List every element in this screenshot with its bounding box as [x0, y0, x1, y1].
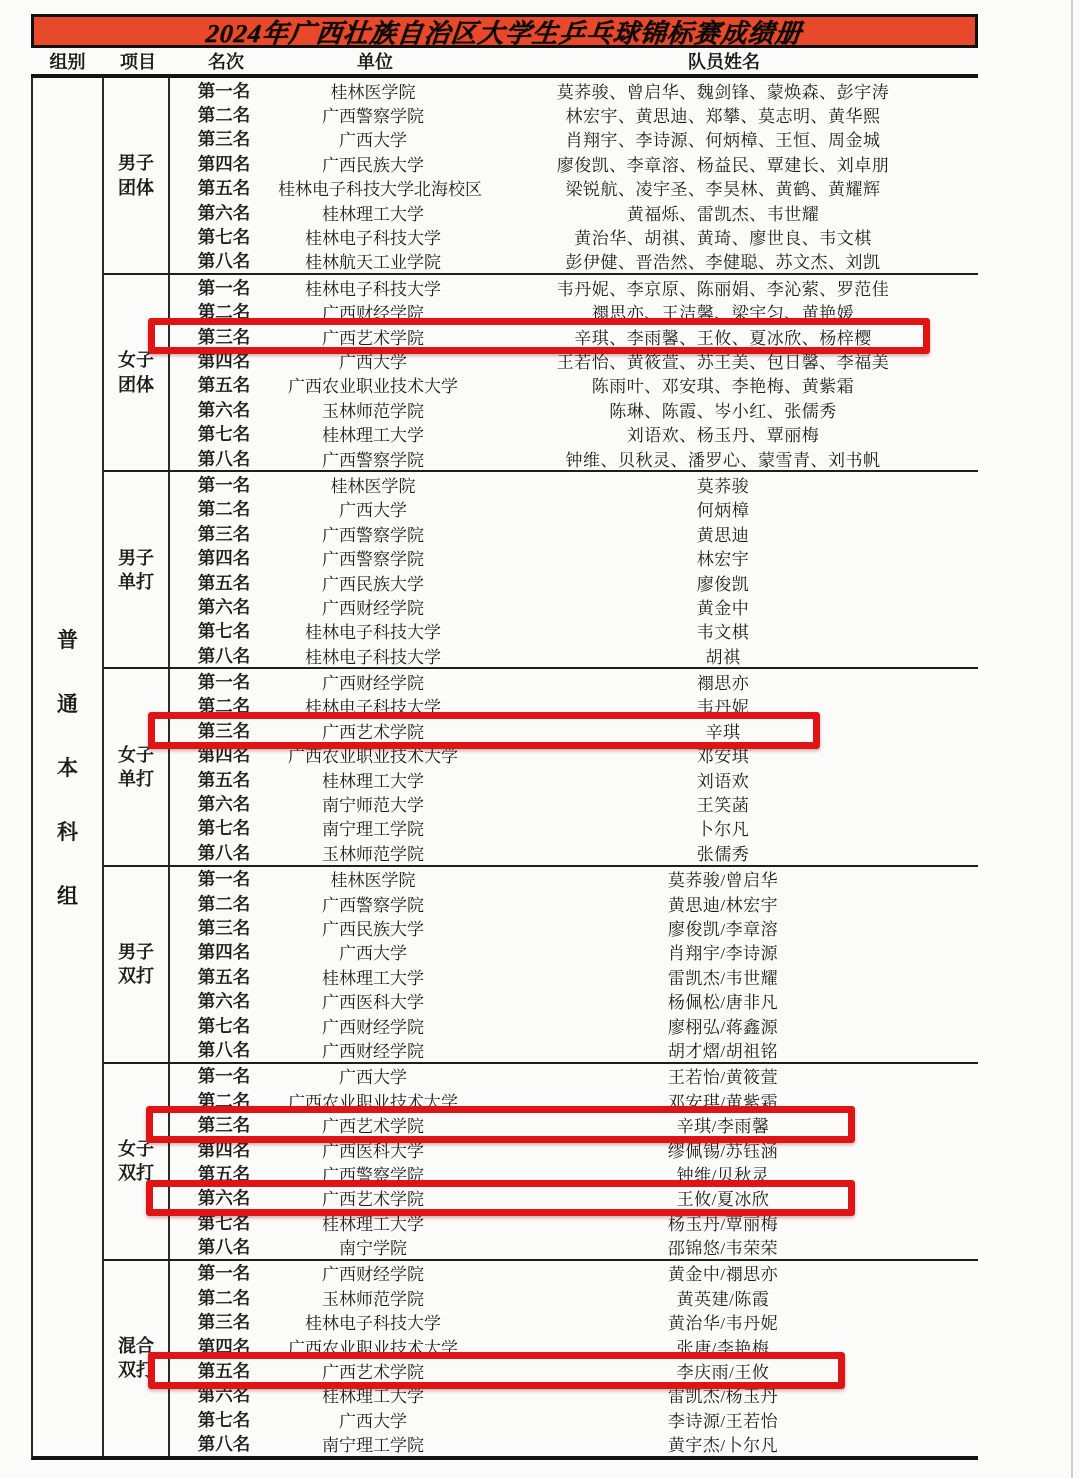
group-label-char: 组 [57, 883, 78, 908]
unit-cell: 广西警察学院 [322, 1165, 424, 1185]
unit-cell: 桂林电子科技大学 [305, 647, 441, 667]
result-row [170, 151, 978, 175]
rank-cell: 第二名 [197, 696, 251, 717]
players-cell: 雷凯杰/韦世耀 [667, 968, 779, 988]
group-label-char: 通 [57, 691, 78, 716]
result-row [170, 497, 978, 521]
event-label-line: 单打 [118, 571, 154, 592]
unit-cell: 广西大学 [339, 1411, 407, 1431]
unit-cell: 南宁学院 [339, 1239, 407, 1259]
rank-rows [170, 867, 978, 1062]
result-row [170, 791, 978, 815]
rank-cell: 第八名 [197, 1039, 251, 1060]
event-label [104, 867, 170, 1062]
result-row [170, 1112, 978, 1136]
unit-cell: 桂林电子科技大学 [305, 229, 441, 249]
rank-cell: 第四名 [197, 153, 251, 174]
players-cell: 缪佩锡/苏钰涵 [667, 1141, 779, 1161]
players-cell: 邵锦悠/韦荣荣 [667, 1239, 779, 1259]
rank-cell: 第一名 [197, 80, 251, 101]
result-row [170, 964, 978, 988]
header-event: 项目 [120, 52, 156, 72]
result-row [170, 743, 978, 767]
unit-cell: 广西财经学院 [322, 674, 424, 694]
result-row [170, 718, 978, 742]
unit-cell: 广西艺术学院 [322, 1117, 424, 1137]
rank-cell: 第四名 [197, 1139, 251, 1160]
rank-cell: 第四名 [197, 548, 251, 569]
rank-cell: 第六名 [197, 399, 251, 420]
rank-rows [170, 669, 978, 864]
rank-cell: 第二名 [197, 499, 251, 520]
players-cell: 林宏宇 [696, 550, 750, 570]
event-label-line: 女子 [118, 744, 154, 765]
rank-cell: 第五名 [197, 1163, 251, 1184]
unit-cell: 广西财经学院 [322, 1265, 424, 1285]
rank-cell: 第三名 [197, 523, 251, 544]
result-row [170, 275, 978, 299]
result-row [170, 224, 978, 248]
players-cell: 韦丹妮 [696, 698, 750, 718]
event-section [104, 667, 978, 864]
event-label-line: 团体 [118, 374, 154, 395]
event-section [104, 1259, 978, 1456]
rank-cell: 第六名 [197, 794, 251, 815]
players-cell: 廖栩弘/蒋鑫源 [667, 1017, 779, 1037]
unit-cell: 桂林理工大学 [322, 204, 424, 224]
unit-cell: 桂林航天工业学院 [305, 253, 441, 273]
players-cell: 辛琪/李雨馨 [676, 1117, 770, 1137]
unit-cell: 桂林医学院 [330, 476, 416, 496]
rank-cell: 第八名 [197, 448, 251, 469]
players-cell: 钟维/贝秋灵 [676, 1165, 770, 1185]
result-row [170, 1334, 978, 1358]
event-label-line: 双打 [118, 1163, 154, 1184]
players-cell: 雷凯杰/杨玉丹 [667, 1387, 779, 1407]
players-cell: 莫荞骏、曾启华、魏剑锋、蒙焕森、彭宇涛 [556, 82, 890, 102]
event-label-line: 男子 [118, 547, 154, 568]
unit-cell: 桂林理工大学 [322, 1214, 424, 1234]
players-cell: 卜尔凡 [696, 820, 750, 840]
rank-cell: 第七名 [197, 424, 251, 445]
rank-cell: 第六名 [197, 1188, 251, 1209]
players-cell: 辛琪 [705, 722, 741, 742]
result-row [170, 643, 978, 667]
result-row [170, 1161, 978, 1185]
rank-rows [170, 1261, 978, 1456]
unit-cell: 广西财经学院 [322, 1041, 424, 1061]
event-label [104, 1064, 170, 1259]
result-row [170, 1037, 978, 1061]
unit-cell: 广西民族大学 [322, 155, 424, 175]
unit-cell: 桂林电子科技大学北海校区 [278, 180, 482, 200]
rank-cell: 第三名 [197, 1115, 251, 1136]
unit-cell: 广西警察学院 [322, 550, 424, 570]
rank-cell: 第五名 [197, 1361, 251, 1382]
rank-cell: 第七名 [197, 1015, 251, 1036]
unit-cell: 广西艺术学院 [322, 328, 424, 348]
rank-cell: 第八名 [197, 842, 251, 863]
rank-cell: 第四名 [197, 1336, 251, 1357]
unit-cell: 桂林理工大学 [322, 968, 424, 988]
group-label-char: 普 [57, 627, 78, 652]
players-cell: 韦丹妮、李京原、陈丽娟、李沁萦、罗范佳 [556, 279, 890, 299]
result-row [170, 102, 978, 126]
result-row [170, 1358, 978, 1382]
group-label-char: 科 [57, 819, 78, 844]
event-label-line: 双打 [118, 966, 154, 987]
result-row [170, 915, 978, 939]
result-row [170, 373, 978, 397]
rank-cell: 第七名 [197, 621, 251, 642]
event-label [104, 275, 170, 470]
result-row [170, 594, 978, 618]
rank-cell: 第四名 [197, 351, 251, 371]
players-cell: 肖翔宇、李诗源、何炳樟、王恒、周金城 [565, 131, 881, 151]
players-cell: 胡才熠/胡祖铭 [667, 1041, 779, 1061]
result-row [170, 324, 978, 348]
players-cell: 黄金中/禤思亦 [667, 1265, 779, 1285]
page-title: 2024年广西壮族自治区大学生乒乓球锦标赛成绩册 [204, 18, 804, 48]
rank-cell: 第七名 [197, 227, 251, 248]
rank-cell: 第七名 [197, 1212, 251, 1233]
rank-cell: 第六名 [197, 1385, 251, 1406]
event-label [104, 472, 170, 667]
unit-cell: 广西警察学院 [322, 107, 424, 127]
rank-cell: 第五名 [197, 375, 251, 396]
players-cell: 钟维、贝秋灵、潘罗心、蒙雪青、刘书帆 [565, 450, 881, 470]
result-row [170, 694, 978, 718]
rank-cell: 第七名 [197, 818, 251, 839]
players-cell: 张唐/李艳梅 [676, 1338, 770, 1358]
unit-cell: 南宁师范大学 [322, 796, 424, 816]
result-row [170, 200, 978, 224]
result-row [170, 940, 978, 964]
group-label [33, 78, 104, 1456]
result-row [170, 521, 978, 545]
result-row [170, 570, 978, 594]
header-rank: 名次 [208, 52, 244, 72]
players-cell: 莫荞骏 [696, 476, 750, 496]
unit-cell: 玉林师范学院 [322, 844, 424, 864]
players-cell: 王若怡/黄筱萱 [667, 1068, 779, 1088]
players-cell: 廖俊凯 [696, 574, 750, 594]
players-cell: 王若怡、黄筱萱、苏王美、包日馨、李福美 [556, 353, 890, 372]
result-row [170, 78, 978, 102]
event-label-line: 女子 [118, 350, 154, 371]
players-cell: 肖翔宇/李诗源 [667, 944, 779, 964]
result-row [170, 840, 978, 864]
players-cell: 禤思亦 [696, 674, 750, 694]
rank-cell: 第六名 [197, 991, 251, 1012]
unit-cell: 广西农业职业技术大学 [288, 747, 458, 767]
players-cell: 黄治华/韦丹妮 [667, 1314, 779, 1334]
unit-cell: 广西民族大学 [322, 574, 424, 594]
unit-cell: 南宁理工学院 [322, 1436, 424, 1456]
unit-cell: 桂林电子科技大学 [305, 279, 441, 299]
unit-cell: 桂林医学院 [330, 82, 416, 102]
unit-cell: 广西大学 [339, 501, 407, 521]
event-label-line: 单打 [118, 768, 154, 789]
event-label-line: 男子 [118, 941, 154, 962]
players-cell: 王攸/夏冰欣 [676, 1190, 770, 1210]
unit-cell: 桂林电子科技大学 [305, 1314, 441, 1334]
players-cell: 邓安琪/黄紫霜 [667, 1092, 779, 1112]
result-row [170, 1186, 978, 1210]
result-row [170, 1261, 978, 1285]
event-label [104, 1261, 170, 1456]
players-cell: 黄思迪/林宏宇 [667, 895, 779, 915]
players-cell: 李诗源/王若怡 [667, 1411, 779, 1431]
players-cell: 王笑菡 [696, 796, 750, 816]
event-label-line: 混合 [118, 1336, 154, 1357]
result-row [170, 1431, 978, 1455]
page-edge-line [1071, 0, 1073, 1478]
players-cell: 邓安琪 [696, 747, 750, 767]
players-cell: 黄金中 [696, 598, 750, 618]
result-row [170, 397, 978, 421]
result-row [170, 619, 978, 643]
unit-cell: 广西艺术学院 [322, 1190, 424, 1210]
result-row [170, 1234, 978, 1258]
players-cell: 彭伊健、晋浩然、李健聪、苏文杰、刘凯 [565, 253, 881, 273]
rank-cell: 第五名 [197, 178, 251, 199]
results-sheet [31, 14, 978, 1460]
unit-cell: 广西医科大学 [322, 1141, 424, 1161]
table-header [31, 48, 978, 78]
rank-cell: 第八名 [197, 1237, 251, 1258]
unit-cell: 桂林医学院 [330, 871, 416, 891]
players-cell: 林宏宇、黄思迪、郑攀、莫志明、黄华熙 [565, 107, 881, 127]
result-row [170, 1383, 978, 1407]
players-cell: 张儒秀 [696, 844, 750, 864]
players-cell: 陈琳、陈霞、岑小红、张儒秀 [609, 401, 837, 421]
unit-cell: 广西大学 [339, 944, 407, 964]
event-section [104, 865, 978, 1062]
result-row [170, 348, 978, 372]
rank-cell: 第一名 [197, 672, 251, 693]
result-row [170, 767, 978, 791]
rank-cell: 第五名 [197, 966, 251, 987]
rank-cell: 第一名 [197, 474, 251, 495]
result-row [170, 669, 978, 693]
result-row [170, 1013, 978, 1037]
unit-cell: 玉林师范学院 [322, 401, 424, 421]
players-cell: 莫荞骏/曾启华 [667, 871, 779, 891]
rank-cell: 第七名 [197, 1409, 251, 1430]
rank-cell: 第二名 [197, 1287, 251, 1308]
rank-cell: 第八名 [197, 645, 251, 666]
event-section [104, 78, 978, 273]
unit-cell: 广西大学 [339, 131, 407, 151]
rank-cell: 第一名 [197, 1263, 251, 1284]
unit-cell: 广西民族大学 [322, 919, 424, 939]
rank-cell: 第三名 [197, 1312, 251, 1333]
players-cell: 黄治华、胡祺、黄琦、廖世良、韦文棋 [574, 229, 872, 249]
players-cell: 黄福烁、雷凯杰、韦世耀 [626, 204, 820, 224]
unit-cell: 广西大学 [339, 353, 407, 372]
unit-cell: 广西农业职业技术大学 [288, 1338, 458, 1358]
players-cell: 杨玉丹/覃丽梅 [667, 1214, 779, 1234]
result-row [170, 1310, 978, 1334]
rank-cell: 第四名 [197, 745, 251, 766]
event-label-line: 女子 [118, 1138, 154, 1159]
rank-cell: 第一名 [197, 869, 251, 890]
rank-cell: 第三名 [197, 917, 251, 938]
event-label-line: 双打 [118, 1360, 154, 1381]
players-cell: 胡祺 [705, 647, 741, 667]
rank-cell: 第五名 [197, 769, 251, 790]
unit-cell: 玉林师范学院 [322, 1289, 424, 1309]
unit-cell: 广西财经学院 [322, 304, 424, 324]
players-cell: 黄英建/陈霞 [676, 1289, 770, 1309]
result-row [170, 127, 978, 151]
unit-cell: 广西大学 [339, 1068, 407, 1088]
header-players: 队员姓名 [688, 52, 760, 72]
result-row [170, 1407, 978, 1431]
unit-cell: 广西警察学院 [322, 525, 424, 545]
result-row [170, 1285, 978, 1309]
players-cell: 李庆雨/王攸 [676, 1363, 770, 1383]
header-unit: 单位 [357, 52, 393, 72]
result-row [170, 891, 978, 915]
result-row [170, 988, 978, 1012]
unit-cell: 广西农业职业技术大学 [288, 1092, 458, 1112]
unit-cell: 广西警察学院 [322, 895, 424, 915]
unit-cell: 广西财经学院 [322, 1017, 424, 1037]
rank-cell: 第三名 [197, 720, 251, 741]
result-row [170, 300, 978, 324]
unit-cell: 桂林电子科技大学 [305, 623, 441, 643]
result-row [170, 816, 978, 840]
unit-cell: 广西农业职业技术大学 [288, 377, 458, 397]
result-row [170, 446, 978, 470]
unit-cell: 广西警察学院 [322, 450, 424, 470]
event-section [104, 1062, 978, 1259]
event-label-line: 男子 [118, 153, 154, 174]
result-row [170, 421, 978, 445]
rank-rows [170, 472, 978, 667]
unit-cell: 南宁理工学院 [322, 820, 424, 840]
players-cell: 禤思亦、王洁馨、梁宇匀、黄艳媛 [591, 304, 855, 324]
rank-cell: 第二名 [197, 893, 251, 914]
players-cell: 廖俊凯、李章溶、杨益民、覃建长、刘卓朋 [556, 155, 890, 175]
players-cell: 刘语欢、杨玉丹、覃丽梅 [626, 426, 820, 446]
rank-rows [170, 275, 978, 470]
event-section [104, 470, 978, 667]
event-section [104, 273, 978, 470]
rank-cell: 第六名 [197, 202, 251, 223]
unit-cell: 广西财经学院 [322, 598, 424, 618]
rank-cell: 第二名 [197, 1090, 251, 1111]
rank-cell: 第三名 [197, 129, 251, 150]
rank-cell: 第二名 [197, 302, 251, 323]
event-label-line: 团体 [118, 177, 154, 198]
players-cell: 韦文棋 [696, 623, 750, 643]
unit-cell: 广西艺术学院 [322, 1363, 424, 1383]
players-cell: 辛琪、李雨馨、王攸、夏冰欣、杨梓樱 [574, 328, 872, 348]
result-row [170, 867, 978, 891]
rank-cell: 第八名 [197, 1434, 251, 1455]
rank-cell: 第六名 [197, 596, 251, 617]
header-group: 组别 [49, 52, 86, 72]
title-banner [31, 14, 978, 48]
result-row [170, 176, 978, 200]
players-cell: 杨佩松/唐非凡 [667, 993, 779, 1013]
result-row [170, 545, 978, 569]
rank-rows [170, 1064, 978, 1259]
result-row [170, 1064, 978, 1088]
players-cell: 何炳樟 [696, 501, 750, 521]
event-label [104, 669, 170, 864]
unit-cell: 桂林理工大学 [322, 771, 424, 791]
rank-cell: 第一名 [197, 277, 251, 298]
rank-cell: 第一名 [197, 1066, 251, 1087]
group-label-char: 本 [57, 755, 78, 780]
unit-cell: 桂林理工大学 [322, 1387, 424, 1407]
sections-container [104, 78, 978, 1456]
rank-cell: 第三名 [197, 326, 251, 347]
unit-cell: 桂林理工大学 [322, 426, 424, 446]
results-table [31, 78, 978, 1460]
rank-cell: 第五名 [197, 572, 251, 593]
rank-rows [170, 78, 978, 273]
event-label [104, 78, 170, 273]
result-row [170, 1137, 978, 1161]
players-cell: 黄宇杰/卜尔凡 [667, 1436, 779, 1456]
players-cell: 黄思迪 [696, 525, 750, 545]
result-row [170, 1088, 978, 1112]
players-cell: 廖俊凯/李章溶 [667, 919, 779, 939]
players-cell: 梁锐航、凌宇圣、李昊林、黄鹤、黄耀辉 [565, 180, 881, 200]
result-row [170, 472, 978, 496]
players-cell: 陈雨叶、邓安琪、李艳梅、黄紫霜 [591, 377, 855, 397]
rank-cell: 第四名 [197, 942, 251, 963]
rank-cell: 第二名 [197, 105, 251, 126]
unit-cell: 广西医科大学 [322, 993, 424, 1013]
unit-cell: 桂林电子科技大学 [305, 698, 441, 718]
rank-cell: 第八名 [197, 251, 251, 272]
result-row [170, 249, 978, 273]
result-row [170, 1210, 978, 1234]
players-cell: 刘语欢 [696, 771, 750, 791]
unit-cell: 广西艺术学院 [322, 722, 424, 742]
